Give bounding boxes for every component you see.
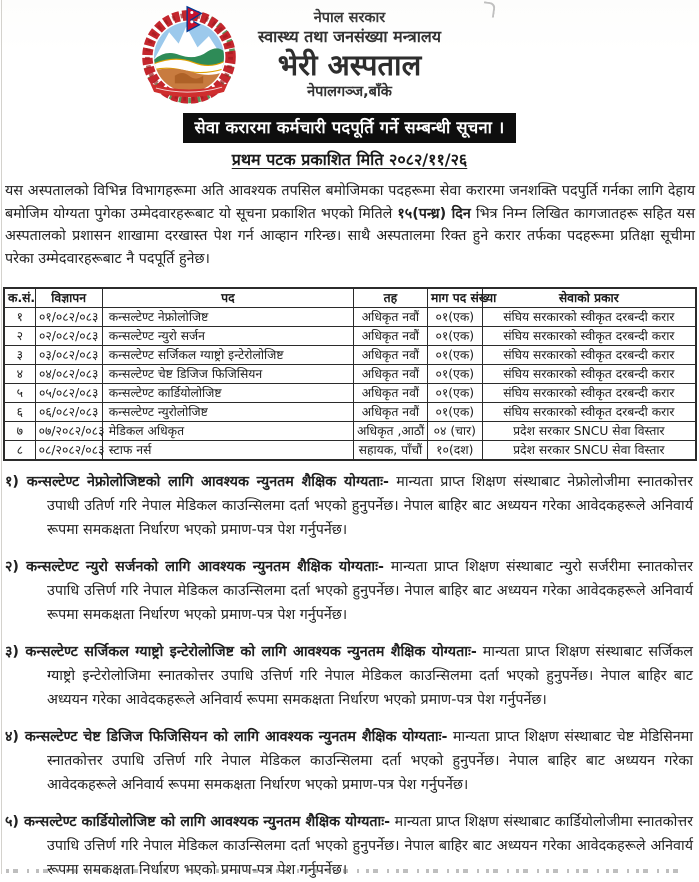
qualification-body: मान्यता प्राप्त शिक्षण संस्थाबाट चेष्ट मेडिसिनमा स्नातकोत्तर उपाधि उत्तिर्ण गरि नेपाल मेडिकल काउन्सिलमा दर्ता भएको हुनुपर्नेछ। नेपाल बाहिर बाट अध्ययन गरेका आवेदकहरूले अनिवार्य रूपमा समकक्षता निर्धारण भएको प्रमाण-पत्र पेश गर्नुपर्नेछ। — [47, 729, 693, 793]
qualification-title: ३) कन्सल्टेण्ट सर्जिकल ग्याष्ट्रो इन्टेरोलोजिष्ट को लागि आवश्यक न्युनतम शैक्षिक योग्यताः- — [5, 644, 477, 660]
qualification-title: ४) कन्सल्टेण्ट चेष्ट डिजिज फिजिसियन को लागि आवश्यक न्युनतम शैक्षिक योग्यताः- — [5, 729, 448, 745]
qualification-body: मान्यता प्राप्त शिक्षण संस्थाबाट सर्जिकल ग्याष्ट्रो इन्टेरोलोजिमा स्नातकोत्तर उपाधि उत्तिर्ण गरि नेपाल मेडिकल काउन्सिलमा दर्ता भएको हुनुपर्नेछ। नेपाल बाहिर बाट अध्ययन गरेका आवेदकहरूले अनिवार्य रूपमा समकक्षता निर्धारण भएको प्रमाण-पत्र पेश गर्नुपर्नेछ। — [47, 644, 694, 708]
table-cell: कन्सल्टेण्ट न्युरोलोजिष्ट — [102, 403, 353, 422]
table-cell: ०१(एक) — [427, 346, 482, 365]
col-header-level: तह — [353, 288, 427, 308]
table-cell: ०८/२०८२/०८३ — [35, 441, 102, 461]
col-header-serial: क.सं. — [4, 288, 35, 308]
table-row — [4, 441, 696, 461]
table-cell: ०४/०८२/०८३ — [35, 365, 102, 384]
table-cell: कन्सल्टेण्ट न्युरो सर्जन — [102, 327, 353, 346]
vacancy-table — [3, 287, 697, 461]
qualifications-list — [5, 470, 693, 882]
intro-part2: भित्र निम्न लिखित कागजातहरू सहित यस अस्पतालको प्रशासन शाखामा दरखास्त पेश गर्न आव्हान गरिन्छ। साथै अस्पतालमा रिक्त हुने करार तर्फका पदहरूमा प्रतिक्षा सूचीमा परेका उम्मेदवारहरूबाट नै पदपूर्ति हुनेछ। — [5, 205, 695, 267]
table-header-row — [4, 288, 696, 308]
table-cell: संघिय सरकारको स्वीकृत दरबन्दी करार — [482, 327, 696, 346]
notice-title-banner: सेवा करारमा कर्मचारी पदपूर्ति गर्ने सम्बन्धी सूचना । — [183, 113, 517, 143]
table-cell: ०७/२०८२/०८३ — [35, 422, 102, 441]
table-row — [4, 384, 696, 403]
nepal-coat-of-arms-icon — [137, 4, 241, 106]
table-cell: ५ — [4, 384, 35, 403]
qualification-title: ५) कन्सल्टेण्ट कार्डियोलोजिष्ट को लागि आवश्यक न्युनतम शैक्षिक योग्यताः- — [5, 814, 391, 830]
published-date-text: प्रथम पटक प्रकाशित मिति २०८२/११/२६ — [231, 150, 468, 169]
table-cell: संघिय सरकारको स्वीकृत दरबन्दी करार — [482, 308, 696, 327]
qualification-title: १) कन्सल्टेण्ट नेफ्रोलोजिष्टको लागि आवश्यक न्युनतम शैक्षिक योग्यताः- — [5, 474, 389, 490]
qualification-body: मान्यता प्राप्त शिक्षण संस्थाबाट नेफ्रोलोजीमा स्नातकोत्तर उपाधी उतिर्ण गरि नेपाल मेडिकल काउन्सिलमा दर्ता भएको हुनुपर्नेछ। नेपाल बाहिर बाट अध्ययन गरेका आवेदकहरूले अनिवार्य रूपमा समकक्षता निर्धारण भएको प्रमाण-पत्र पेश गर्नुपर्नेछ। — [47, 474, 693, 538]
cutoff-text-line — [6, 869, 685, 873]
table-cell: संघिय सरकारको स्वीकृत दरबन्दी करार — [482, 384, 696, 403]
table-cell: सहायक, पाँचौं — [353, 441, 427, 461]
table-cell: स्टाफ नर्स — [102, 441, 353, 461]
col-header-advertisement: विज्ञापन — [35, 288, 102, 308]
table-row — [4, 327, 696, 346]
table-cell: अधिकृत ,आठौं — [353, 422, 427, 441]
table-cell: संघिय सरकारको स्वीकृत दरबन्दी करार — [482, 346, 696, 365]
table-cell: कन्सल्टेण्ट चेष्ट डिजिज फिजिसियन — [102, 365, 353, 384]
table-row — [4, 308, 696, 327]
table-cell: अधिकृत नवौं — [353, 384, 427, 403]
published-date-line — [0, 148, 699, 170]
table-cell: २ — [4, 327, 35, 346]
qualification-body: मान्यता प्राप्त शिक्षण संस्थाबाट कार्डियोलोजीमा स्नातकोत्तर उपाधि उत्तिर्ण गरि नेपाल मेडिकल काउन्सिलमा दर्ता भएको हुनुपर्नेछ। नेपाल बाहिर बाट अध्ययन गरेका आवेदकहरूले अनिवार्य रूपमा समकक्षता निर्धारण भएको प्रमाण-पत्र पेश गर्नुपर्नेछ। — [47, 814, 694, 878]
table-cell: प्रदेश सरकार SNCU सेवा विस्तार — [482, 422, 696, 441]
table-cell: ०४ (चार) — [427, 422, 482, 441]
table-cell: ०१/०८२/०८३ — [35, 308, 102, 327]
table-row — [4, 422, 696, 441]
qualification-item — [5, 470, 693, 542]
table-cell: ०१(एक) — [427, 327, 482, 346]
table-cell: कन्सल्टेण्ट नेफ्रोलोजिष्ट — [102, 308, 353, 327]
table-cell: ०२/०८२/०८३ — [35, 327, 102, 346]
document-header — [0, 0, 699, 110]
table-cell: ०१(एक) — [427, 365, 482, 384]
table-cell: अधिकृत नवौं — [353, 346, 427, 365]
qualification-item — [5, 725, 693, 797]
table-cell: अधिकृत नवौं — [353, 308, 427, 327]
scan-artifact-mark — [482, 1, 496, 18]
vacancy-table-body — [4, 308, 696, 461]
table-cell: ०१(एक) — [427, 384, 482, 403]
col-header-service-type: सेवाको प्रकार — [482, 288, 696, 308]
col-header-position: पद — [102, 288, 353, 308]
table-cell: ८ — [4, 441, 35, 461]
scan-edge-line — [1, 0, 2, 874]
table-cell: ३ — [4, 346, 35, 365]
hospital-location: नेपालगञ्ज,बाँके — [307, 84, 392, 100]
table-cell: ४ — [4, 365, 35, 384]
table-cell: ०१(एक) — [427, 403, 482, 422]
intro-paragraph — [5, 180, 695, 270]
table-cell: संघिय सरकारको स्वीकृत दरबन्दी करार — [482, 365, 696, 384]
table-cell: ०५/०८२/०८३ — [35, 384, 102, 403]
table-row — [4, 346, 696, 365]
table-cell: ०१(एक) — [427, 308, 482, 327]
government-line: नेपाल सरकार — [313, 10, 386, 26]
table-cell: ७ — [4, 422, 35, 441]
table-cell: ०३/०८२/०८३ — [35, 346, 102, 365]
hospital-name: भेरी अस्पताल — [277, 48, 422, 82]
table-cell: अधिकृत नवौं — [353, 365, 427, 384]
ministry-line: स्वास्थ्य तथा जनसंख्या मन्त्रालय — [257, 27, 442, 46]
intro-part1: यस अस्पतालको विभिन्न विभागहरूमा अति आवश्यक तपसिल बमोजिमका पदहरूमा सेवा करारमा जनशक्ति पदपुर्ति गर्नका लागि देहाय बमोजिम योग्यता पुगेका उम्मेदवारहरूबाट यो सूचना प्रकाशित भएको मितिले — [5, 183, 695, 222]
table-cell: कन्सल्टेण्ट सर्जिकल ग्याष्ट्रो इन्टेरोलोजिष्ट — [102, 346, 353, 365]
qualification-item — [5, 640, 693, 712]
table-row — [4, 365, 696, 384]
table-cell: १ — [4, 308, 35, 327]
table-cell: कन्सल्टेण्ट कार्डियोलोजिष्ट — [102, 384, 353, 403]
table-cell: ०६/०८२/०८३ — [35, 403, 102, 422]
table-cell: अधिकृत नवौं — [353, 403, 427, 422]
col-header-demand-count: माग पद संख्या — [427, 288, 482, 308]
qualification-body: मान्यता प्राप्त शिक्षण संस्थाबाट न्युरो सर्जरीमा स्नातकोत्तर उपाधि उत्तिर्ण गरि नेपाल मेडिकल काउन्सिलमा दर्ता भएको हुनुपर्नेछ। नेपाल बाहिर बाट अध्ययन गरेका आवेदकहरूले अनिवार्य रूपमा समकक्षता निर्धारण भएको प्रमाण-पत्र पेश गर्नुपर्नेछ। — [47, 559, 693, 623]
table-cell: मेडिकल अधिकृत — [102, 422, 353, 441]
qualification-title: २) कन्सल्टेण्ट न्युरो सर्जनको लागि आवश्यक न्युनतम शैक्षिक योग्यताः- — [5, 559, 384, 575]
qualification-item — [5, 555, 693, 627]
table-cell: प्रदेश सरकार SNCU सेवा विस्तार — [482, 441, 696, 461]
table-cell: १०(दश) — [427, 441, 482, 461]
intro-bold-deadline: १५(पन्ध्र) दिन — [397, 205, 471, 222]
table-cell: अधिकृत नवौं — [353, 327, 427, 346]
table-cell: संघिय सरकारको स्वीकृत दरबन्दी करार — [482, 403, 696, 422]
table-cell: ६ — [4, 403, 35, 422]
table-row — [4, 403, 696, 422]
